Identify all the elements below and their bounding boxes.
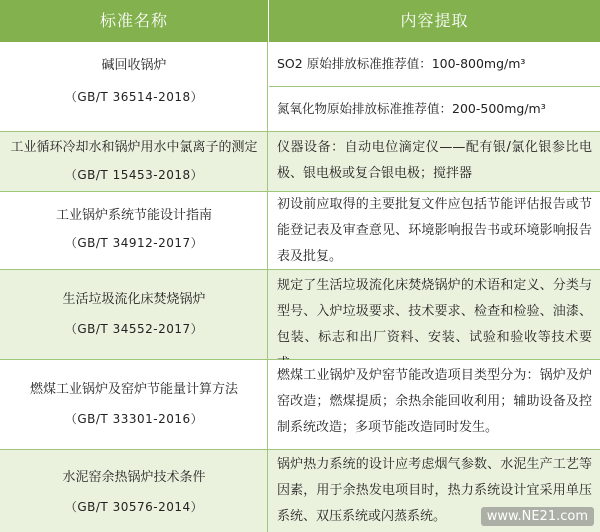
standard-cell	[0, 192, 268, 269]
content-cell: 初设前应取得的主要批复文件应包括节能评估报告或节能登记表及审查意见、环境影响报告书或环境影响报告表及批复。	[277, 197, 592, 264]
content-cell: 规定了生活垃圾流化床焚烧锅炉的术语和定义、分类与型号、入炉垃圾要求、技术要求、检查和检验、油漆、包装、标志和出厂资料、安装、试验和验收等技术要	[277, 278, 592, 345]
header-standard-name: 标准名称	[99, 11, 168, 30]
standard-cell	[0, 360, 268, 449]
standard-cell	[0, 132, 268, 191]
standard-code: （GB/T 30576-2014）	[64, 500, 204, 514]
standard-code: （GB/T 33301-2016）	[64, 412, 204, 426]
standard-name: 生活垃圾流化床焚烧锅炉	[62, 292, 206, 307]
table-row	[0, 132, 600, 192]
content-line: SO2 原始排放标准推荐值：100-800mg/m³	[269, 42, 600, 87]
standard-code: （GB/T 36514-2018）	[64, 90, 204, 104]
standard-code: （GB/T 34912-2017）	[64, 236, 204, 250]
header-content-extract: 内容提取	[400, 11, 469, 30]
standard-name: 水泥窑余热锅炉技术条件	[62, 470, 206, 485]
content-cell: 锅炉热力系统的设计应考虑烟气参数、水泥生产工艺等因素，用于余热发电项目时，热力系统设计宜采用单压系统、双压系统或闪蒸系统。	[277, 457, 592, 524]
standard-cell	[0, 42, 268, 131]
content-cell	[269, 42, 600, 131]
table-row	[0, 360, 600, 450]
standard-name: 工业循环冷却水和锅炉用水中氯离子的测定	[10, 140, 258, 155]
table-header	[0, 0, 600, 42]
table-row	[0, 42, 600, 132]
standard-name: 工业锅炉系统节能设计指南	[55, 208, 212, 223]
table-row	[0, 270, 600, 360]
standard-cell	[0, 270, 268, 359]
standard-code: （GB/T 15453-2018）	[64, 168, 204, 182]
content-cell: 仪器设备：自动电位滴定仪——配有银/氯化银参比电极、银电极或复合银电极；搅拌器	[277, 140, 592, 181]
site-watermark: www.NE21.com	[481, 507, 594, 526]
standard-name: 燃煤工业锅炉及窑炉节能量计算方法	[29, 382, 238, 397]
standard-name: 碱回收锅炉	[101, 58, 167, 73]
standard-code: （GB/T 34552-2017）	[64, 322, 204, 336]
content-cell: 燃煤工业锅炉及炉窑节能改造项目类型分为：锅炉及炉窑改造；燃煤提质；余热余能回收利用；辅助设备及控制系统改造；多项节能改造同时发生。	[277, 368, 592, 435]
standard-cell	[0, 450, 268, 532]
content-line: 氮氧化物原始排放标准推荐值：200-500mg/m³	[277, 101, 546, 116]
table-row	[0, 192, 600, 270]
